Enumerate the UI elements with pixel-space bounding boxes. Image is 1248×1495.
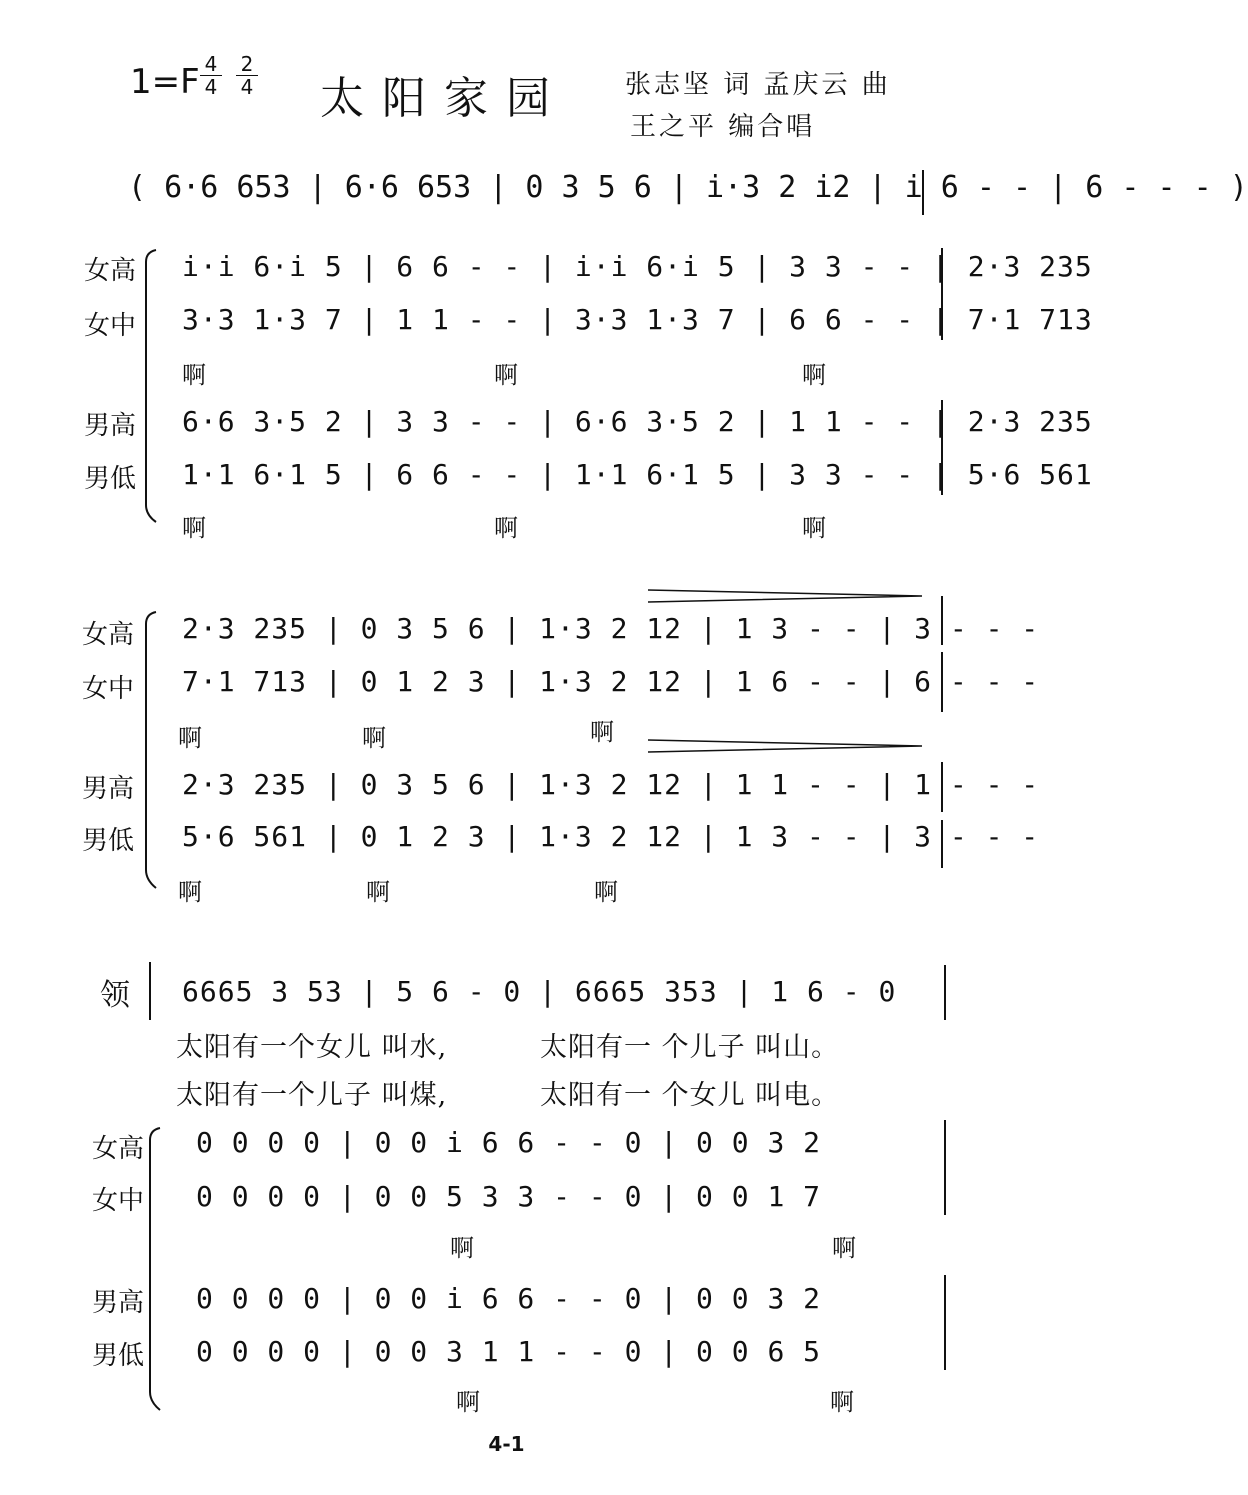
alto-notes: 3·3 1·3 7 | 1 1 - - | 3·3 1·3 7 | 6 6 - - | 7·1 713 — [182, 303, 1093, 336]
lyric-verse-2a: 太阳有一个儿子 叫煤, — [176, 1080, 448, 1111]
ah-syllable: 啊 — [494, 361, 518, 389]
part-label-bass: 男低 — [84, 464, 137, 494]
system-bracket — [150, 1128, 160, 1410]
soprano-notes: i·i 6·i 5 | 6 6 - - | i·i 6·i 5 | 3 3 - - | 2·3 235 — [182, 250, 1093, 283]
part-label-soprano: 女高 — [84, 256, 137, 286]
ah-syllable: 啊 — [590, 718, 614, 746]
page-number: 4-1 — [488, 1432, 525, 1456]
ah-syllable: 啊 — [802, 361, 826, 389]
part-label-bass: 男低 — [82, 826, 135, 856]
system-bracket — [146, 250, 156, 522]
ah-syllable: 啊 — [182, 514, 206, 542]
meter-2-bottom: 4 — [240, 75, 254, 99]
soprano-notes: 2·3 235 | 0 3 5 6 | 1·3 2 12 | 1 3 - - | 3 - - - — [182, 612, 1040, 645]
ah-syllable: 啊 — [182, 361, 206, 389]
ah-syllable: 啊 — [830, 1388, 854, 1416]
ah-syllable: 啊 — [450, 1234, 474, 1262]
part-label-tenor: 男高 — [84, 411, 137, 441]
bass-notes: 0 0 0 0 | 0 0 3 1 1 - - 0 | 0 0 6 5 — [196, 1335, 822, 1368]
lyric-verse-1a: 太阳有一个女儿 叫水, — [176, 1032, 448, 1063]
bass-notes: 1·1 6·1 5 | 6 6 - - | 1·1 6·1 5 | 3 3 - - | 5·6 561 — [182, 458, 1093, 491]
credit-composers: 张志坚 词 孟庆云 曲 — [625, 70, 891, 100]
ah-syllable: 啊 — [594, 878, 618, 906]
alto-notes: 0 0 0 0 | 0 0 5 3 3 - - 0 | 0 0 1 7 — [196, 1180, 822, 1213]
meter-1-top: 4 — [204, 52, 218, 76]
part-label-soprano: 女高 — [82, 620, 135, 650]
part-label-soprano: 女高 — [92, 1134, 145, 1164]
ah-syllable: 啊 — [832, 1234, 856, 1262]
system-bracket — [146, 612, 156, 888]
ah-syllable: 啊 — [802, 514, 826, 542]
meter-1-bottom: 4 — [204, 75, 218, 99]
credit-arranger: 王之平 编合唱 — [630, 112, 816, 142]
lead-notes: 6665 3 53 | 5 6 - 0 | 6665 353 | 1 6 - 0 — [182, 975, 897, 1008]
part-label-bass: 男低 — [92, 1341, 145, 1371]
ah-syllable: 啊 — [178, 724, 202, 752]
meter-2-top: 2 — [240, 52, 254, 76]
lyric-verse-2b: 太阳有一 个女儿 叫电。 — [540, 1080, 840, 1111]
part-label-alto: 女中 — [82, 674, 135, 704]
tenor-notes: 6·6 3·5 2 | 3 3 - - | 6·6 3·5 2 | 1 1 - - | 2·3 235 — [182, 405, 1093, 438]
ah-syllable: 啊 — [494, 514, 518, 542]
tenor-notes: 2·3 235 | 0 3 5 6 | 1·3 2 12 | 1 1 - - | 1 - - - — [182, 768, 1040, 801]
ah-syllable: 啊 — [456, 1388, 480, 1416]
ah-syllable: 啊 — [366, 878, 390, 906]
part-label-alto: 女中 — [84, 311, 137, 341]
soprano-notes: 0 0 0 0 | 0 0 i 6 6 - - 0 | 0 0 3 2 — [196, 1126, 822, 1159]
key-signature: 1=F — [130, 62, 200, 102]
song-title: 太阳家园 — [320, 73, 568, 124]
lyric-verse-1b: 太阳有一 个儿子 叫山。 — [540, 1032, 840, 1063]
part-label-tenor: 男高 — [92, 1288, 145, 1318]
ah-syllable: 啊 — [178, 878, 202, 906]
lead-label: 领 — [100, 978, 130, 1013]
alto-notes: 7·1 713 | 0 1 2 3 | 1·3 2 12 | 1 6 - - | 6 - - - — [182, 665, 1040, 698]
intro-line: ( 6·6 653 | 6·6 653 | 0 3 5 6 | i·3 2 i2 | i 6 - - | 6 - - - ) — [128, 170, 1248, 205]
part-label-tenor: 男高 — [82, 774, 135, 804]
ah-syllable: 啊 — [362, 724, 386, 752]
bass-notes: 5·6 561 | 0 1 2 3 | 1·3 2 12 | 1 3 - - | 3 - - - — [182, 820, 1040, 853]
part-label-alto: 女中 — [92, 1186, 145, 1216]
tenor-notes: 0 0 0 0 | 0 0 i 6 6 - - 0 | 0 0 3 2 — [196, 1282, 822, 1315]
